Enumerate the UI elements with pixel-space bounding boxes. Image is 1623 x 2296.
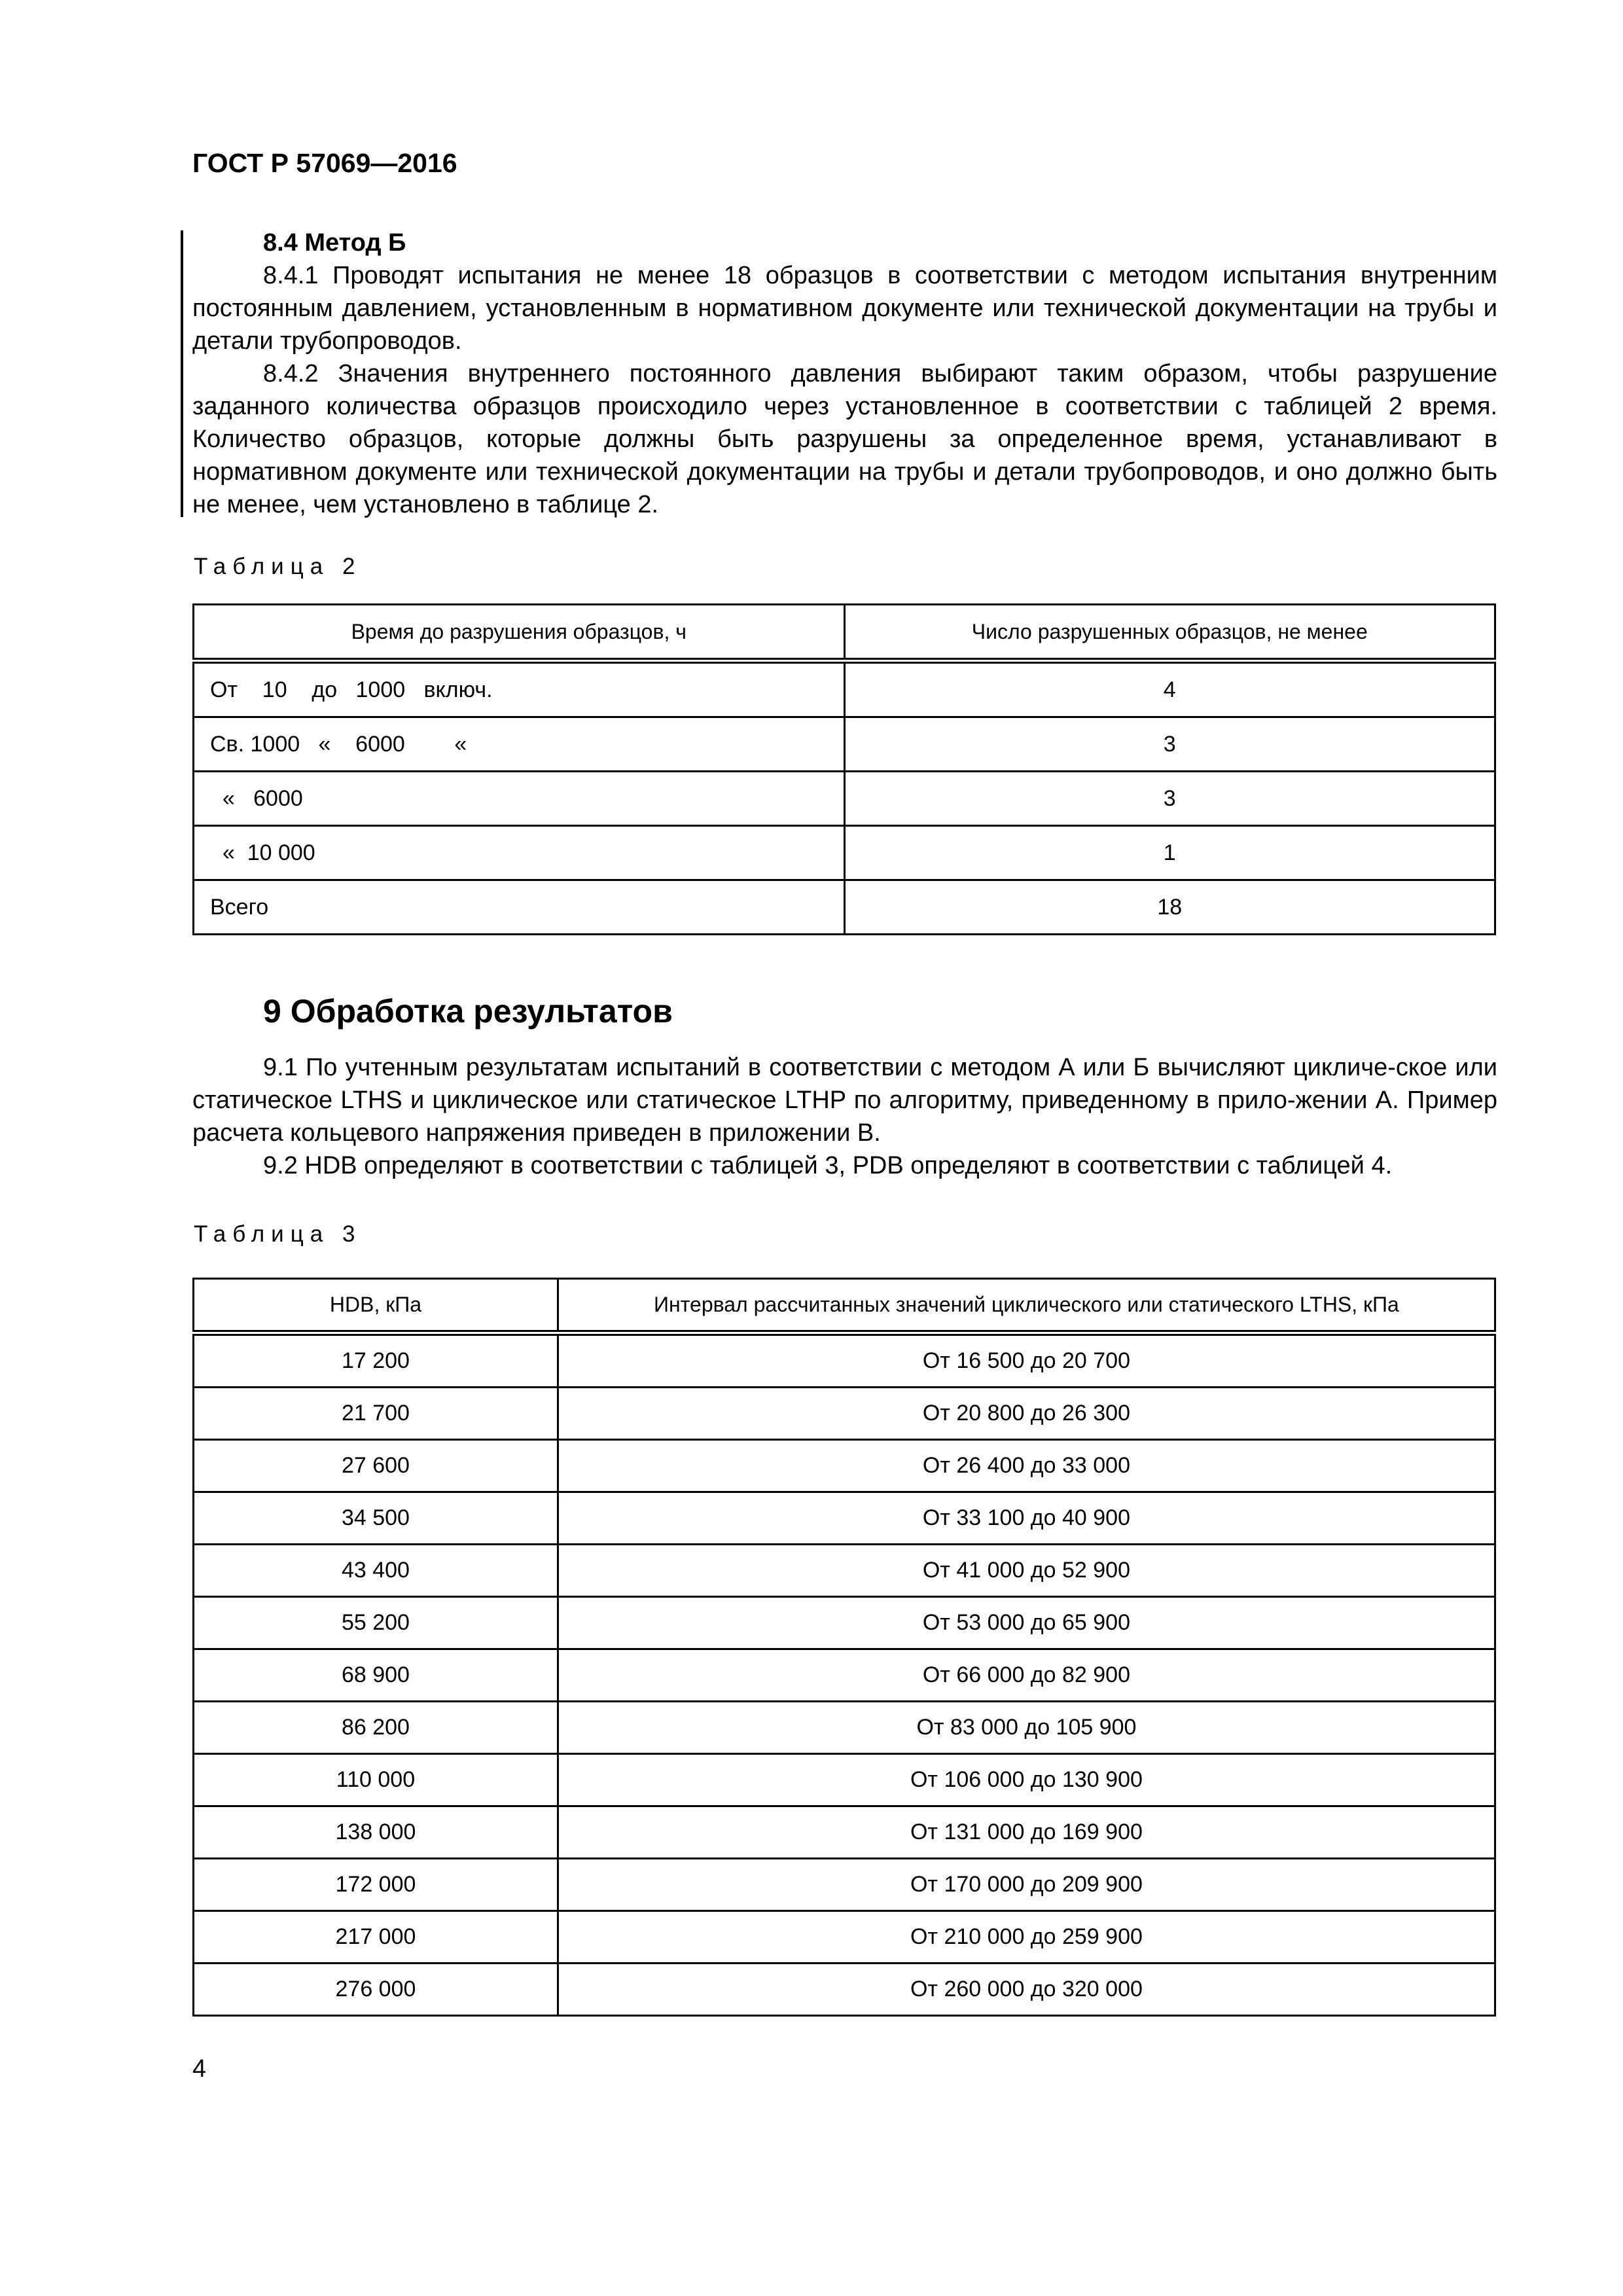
table-row: [194, 1702, 1495, 1754]
paragraph-9-2: 9.2 HDB определяют в соответствии с таблицей 3, PDB определяют в соответствии с таблицей 4.: [263, 1152, 1393, 1179]
table-cell: От 20 800 до 26 300: [558, 1388, 1495, 1440]
table-cell: 17 200: [194, 1333, 558, 1388]
table-header-cell: HDB, кПа: [194, 1279, 558, 1333]
table-row: [194, 1911, 1495, 1964]
table-cell: От 16 500 до 20 700: [558, 1333, 1495, 1388]
table-cell: 68 900: [194, 1649, 558, 1702]
document-header: ГОСТ Р 57069—2016: [192, 148, 457, 178]
table-row: [194, 772, 1495, 826]
table-cell: 86 200: [194, 1702, 558, 1754]
table-3: [192, 1278, 1496, 2017]
table-2-caption: Таблица 2: [194, 554, 362, 579]
paragraph-9-1: 9.1 По учтенным результатам испытаний в соответствии с методом А или Б вычисляют цикличе-ское или статическое LTHS и циклическое или статическое LTHP по алгоритму, приведенному в прило-жении А. Пример расчета кольцевого напряжения приведен в приложении В.: [192, 1054, 1497, 1147]
table-cell: От 106 000 до 130 900: [558, 1754, 1495, 1806]
table-cell: 34 500: [194, 1492, 558, 1545]
table-row: [194, 1859, 1495, 1911]
table-row: [194, 1806, 1495, 1859]
table-cell: Св. 1000 « 6000 «: [194, 717, 845, 772]
table-cell: От 33 100 до 40 900: [558, 1492, 1495, 1545]
table-cell: От 170 000 до 209 900: [558, 1859, 1495, 1911]
page-number: 4: [192, 2055, 207, 2083]
table-cell: 4: [844, 661, 1495, 717]
table-cell: 110 000: [194, 1754, 558, 1806]
table-cell: От 53 000 до 65 900: [558, 1597, 1495, 1649]
table-row: [194, 1492, 1495, 1545]
table-row: [194, 1388, 1495, 1440]
table-cell: 138 000: [194, 1806, 558, 1859]
table-cell: 43 400: [194, 1545, 558, 1597]
table-row: [194, 661, 1495, 717]
table-cell: 217 000: [194, 1911, 558, 1964]
table-row: [194, 1754, 1495, 1806]
table-row: [194, 1333, 1495, 1388]
table-cell: От 210 000 до 259 900: [558, 1911, 1495, 1964]
table-cell: От 83 000 до 105 900: [558, 1702, 1495, 1754]
table-row: [194, 1545, 1495, 1597]
table-3-caption: Таблица 3: [194, 1221, 362, 1247]
table-cell: От 260 000 до 320 000: [558, 1964, 1495, 2016]
table-cell: От 10 до 1000 включ.: [194, 661, 845, 717]
table-cell: « 10 000: [194, 826, 845, 880]
table-cell: 3: [844, 772, 1495, 826]
section-8-4-title: 8.4 Метод Б: [263, 229, 406, 257]
table-row: [194, 880, 1495, 935]
table-row: [194, 717, 1495, 772]
table-cell: От 131 000 до 169 900: [558, 1806, 1495, 1859]
table-cell: От 66 000 до 82 900: [558, 1649, 1495, 1702]
table-2: [192, 603, 1496, 935]
table-cell: 55 200: [194, 1597, 558, 1649]
section-9: [192, 1051, 1497, 1182]
table-header-cell: Время до разрушения образцов, ч: [194, 605, 845, 661]
table-cell: 21 700: [194, 1388, 558, 1440]
section-8-4: [192, 226, 1497, 521]
table-cell: 3: [844, 717, 1495, 772]
table-header-cell: Интервал рассчитанных значений циклического или статического LTHS, кПа: [558, 1279, 1495, 1333]
table-row: [194, 826, 1495, 880]
table-header-cell: Число разрушенных образцов, не менее: [844, 605, 1495, 661]
table-cell: 18: [844, 880, 1495, 935]
table-row: [194, 1597, 1495, 1649]
paragraph-8-4-2: 8.4.2 Значения внутреннего постоянного давления выбирают таким образом, чтобы разрушение заданного количества образцов происходило через установленное в соответствии с таблицей 2 время. Количество образцов, которые должны быть разрушены за определенное время, устанавливают в нормативном документе или технической документации на трубы и детали трубопроводов, и оно должно быть не менее, чем установлено в таблице 2.: [192, 360, 1497, 518]
table-row: [194, 1440, 1495, 1492]
table-cell: От 41 000 до 52 900: [558, 1545, 1495, 1597]
paragraph-8-4-1: 8.4.1 Проводят испытания не менее 18 образцов в соответствии с методом испытания внутренним постоянным давлением, установленным в нормативном документе или технической документации на трубы и детали трубопроводов.: [192, 262, 1497, 355]
table-cell: 1: [844, 826, 1495, 880]
table-cell: 276 000: [194, 1964, 558, 2016]
table-header-row: [194, 605, 1495, 661]
table-cell: От 26 400 до 33 000: [558, 1440, 1495, 1492]
table-cell: 27 600: [194, 1440, 558, 1492]
table-header-row: [194, 1279, 1495, 1333]
table-cell: « 6000: [194, 772, 845, 826]
table-cell: Всего: [194, 880, 845, 935]
table-cell: 172 000: [194, 1859, 558, 1911]
table-row: [194, 1964, 1495, 2016]
change-bar: [181, 230, 183, 517]
section-9-title: 9 Обработка результатов: [263, 993, 673, 1030]
table-row: [194, 1649, 1495, 1702]
